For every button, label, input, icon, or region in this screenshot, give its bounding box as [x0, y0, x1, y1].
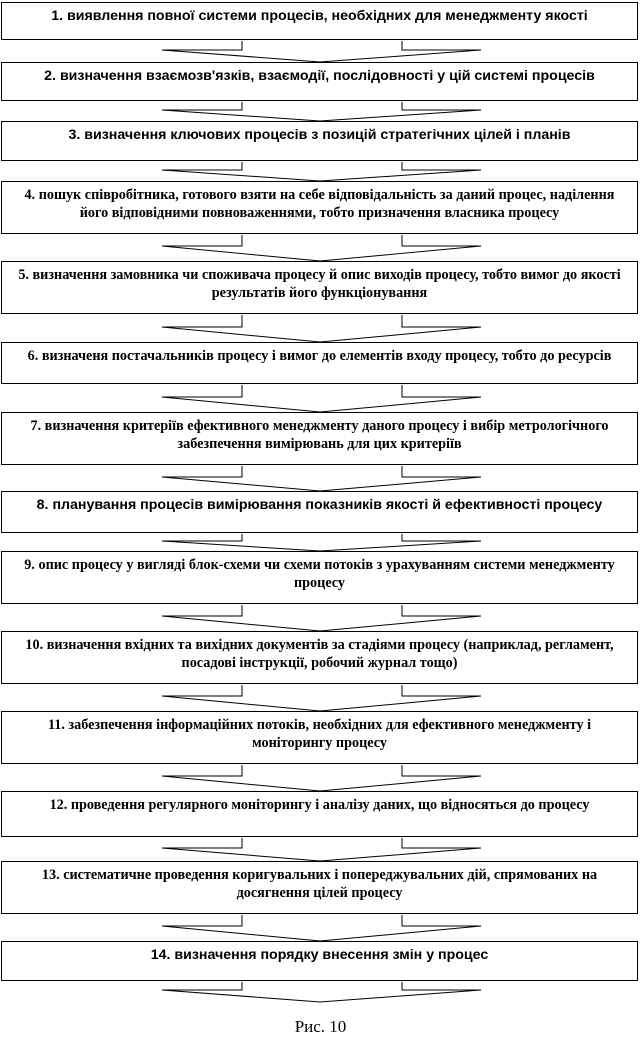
step-box-9: [1, 551, 638, 604]
step-text: 13. систематичне проведення коригувальних і попереджувальних дій, спрямованих на досягнення цілей процесу: [41, 867, 598, 901]
down-arrow-14: [162, 982, 481, 1002]
step-text: 8. планування процесів вимірювання показників якості й ефективності процесу: [36, 497, 603, 513]
step-box-5: [1, 261, 638, 314]
step-box-14: [1, 941, 638, 981]
step-box-6: [1, 342, 638, 384]
step-text: 5. визначення замовника чи споживача процесу й опис виходів процесу, тобто вимог до якості результатів його функціонування: [18, 267, 621, 301]
step-text: 6. визначеня постачальників процесу і вимог до елементів входу процесу, тобто до ресурсів: [27, 348, 612, 364]
step-text: 11. забезпечення інформаційних потоків, необхідних для ефективного менеджменту і моніторингу процесу: [47, 717, 592, 751]
figure-caption: Рис. 10: [294, 1017, 347, 1036]
step-text: 2. визначення взаємозв'язків, взаємодії, послідовності у цій системі процесів: [44, 68, 595, 84]
down-arrow-4: [162, 235, 481, 261]
step-box-11: [1, 711, 638, 764]
down-arrow-6: [162, 385, 481, 412]
down-arrow-2: [162, 102, 481, 121]
step-box-2: [1, 62, 638, 101]
step-box-8: [1, 491, 638, 533]
step-box-1: [1, 2, 638, 40]
down-arrow-13: [162, 915, 481, 941]
down-arrow-8: [162, 534, 481, 551]
step-text: 12. проведення регулярного моніторингу і аналізу даних, що відносяться до процесу: [49, 797, 590, 813]
step-box-7: [1, 412, 638, 465]
down-arrow-11: [162, 765, 481, 791]
step-text: 1. виявлення повної системи процесів, необхідних для менеджменту якості: [51, 8, 588, 24]
step-text: 7. визначення критеріїв ефективного менеджменту даного процесу і вибір метрологічного забезпечення вимірювань для цих критеріїв: [30, 418, 609, 452]
step-text: 14. визначення порядку внесення змін у процес: [150, 947, 489, 963]
down-arrow-9: [162, 605, 481, 631]
step-text: 4. пошук співробітника, готового взяти на себе відповідальність за даний процес, наділення його відповідними повноваженнями, тобто призначення власника процесу: [24, 187, 615, 221]
step-text: 10. визначення вхідних та вихідних документів за стадіями процесу (наприклад, регламент, посадові інструкції, робочий журнал тощо): [25, 637, 614, 671]
step-text: 9. опис процесу у вигляді блок-схеми чи схеми потоків з урахуванням системи менеджменту процесу: [24, 557, 615, 591]
step-box-3: [1, 121, 638, 161]
step-box-4: [1, 181, 638, 234]
step-box-12: [1, 791, 638, 837]
step-box-10: [1, 631, 638, 684]
step-box-13: [1, 861, 638, 914]
step-text: 3. визначення ключових процесів з позицій стратегічних цілей і планів: [68, 127, 571, 143]
down-arrow-5: [162, 315, 481, 342]
down-arrow-3: [162, 162, 481, 181]
down-arrow-12: [162, 838, 481, 861]
down-arrow-10: [162, 685, 481, 711]
down-arrow-1: [162, 41, 481, 62]
down-arrow-7: [162, 466, 481, 491]
